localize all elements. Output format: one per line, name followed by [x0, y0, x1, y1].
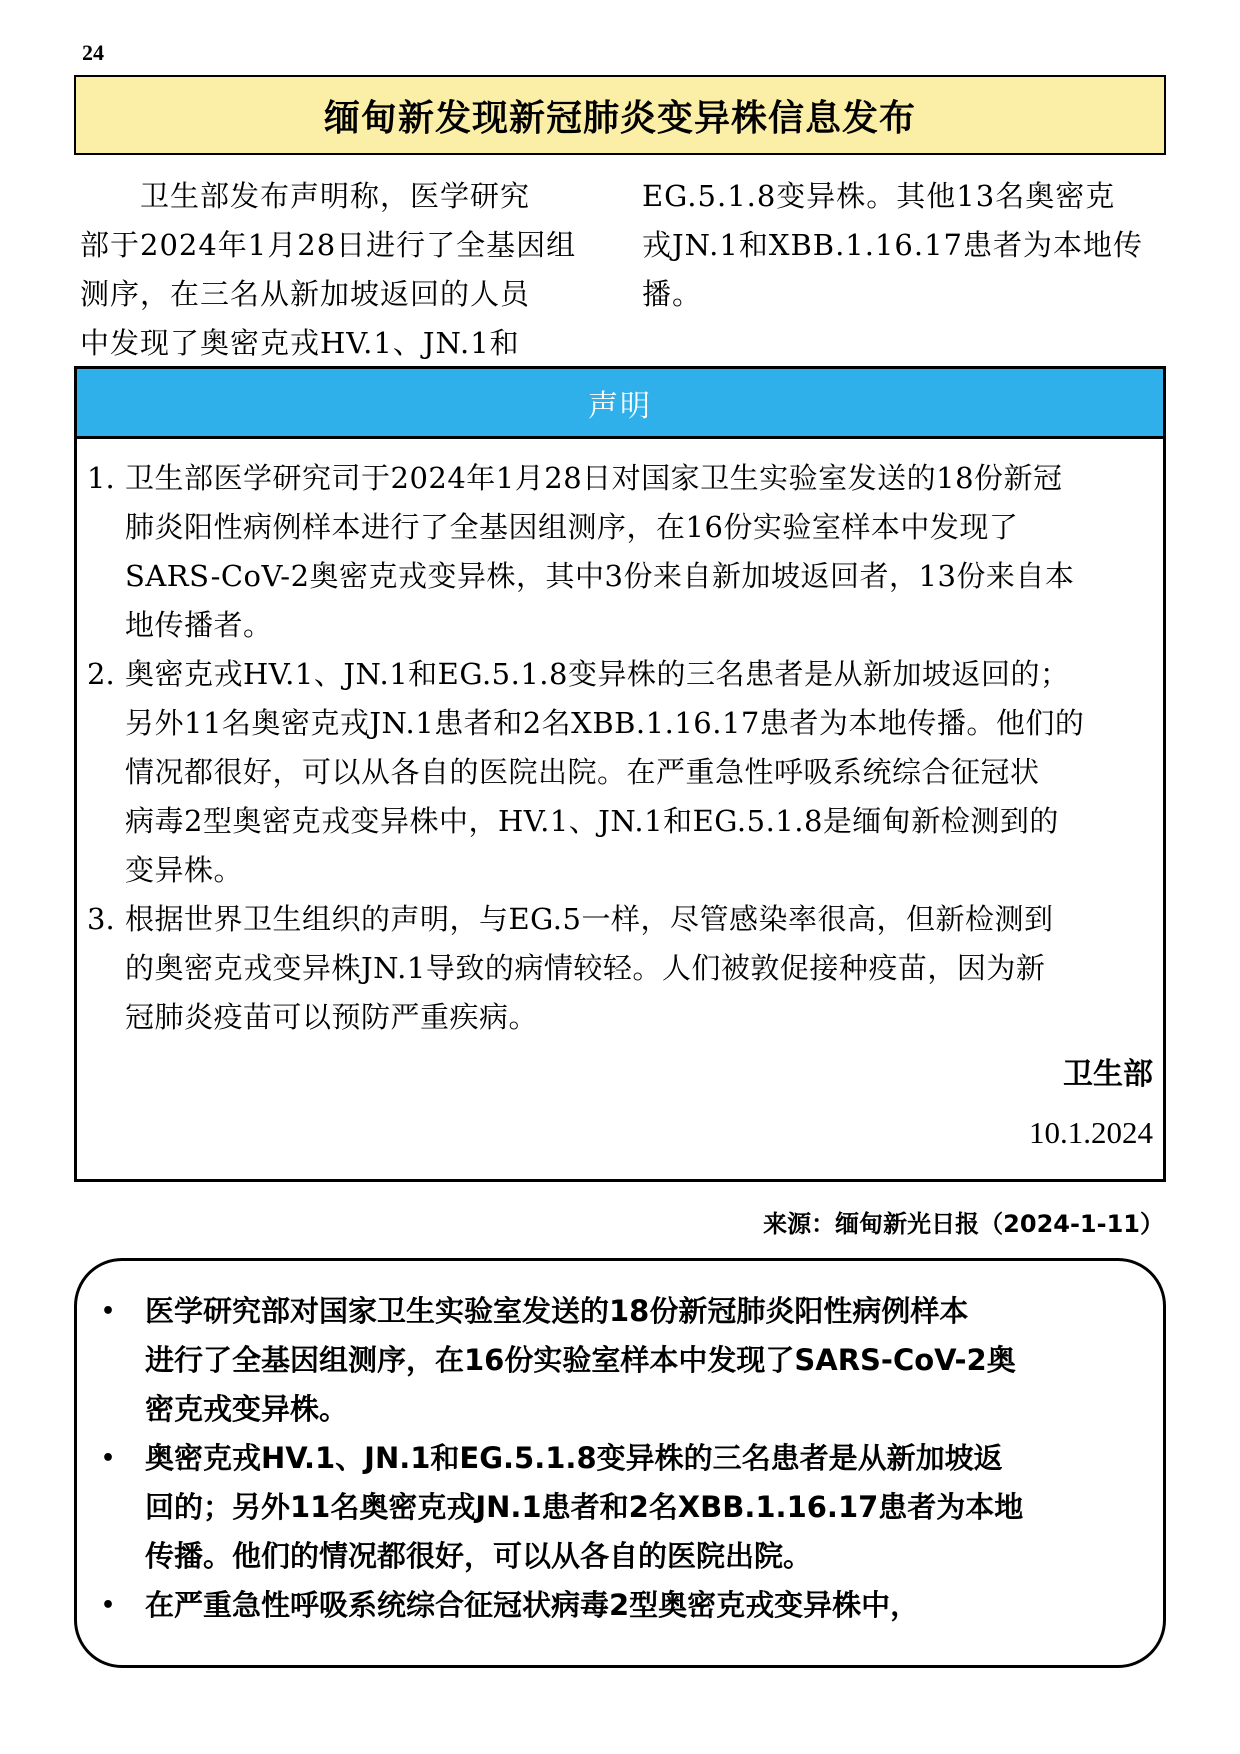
- page-title: 缅甸新发现新冠肺炎变异株信息发布: [323, 97, 916, 139]
- statement-item-3: [87, 895, 1155, 1042]
- summary-box: [74, 1258, 1166, 1668]
- summary-item-2: [97, 1434, 1143, 1581]
- summary-item-text: 医学研究部对国家卫生实验室发送的18份新冠肺炎阳性病例样本 进行了全基因组测序，在16份实验室样本中发现了SARS-CoV-2奥 密克戎变异株。: [145, 1294, 1016, 1426]
- statement-item-text: 奥密克戎HV.1、JN.1和EG.5.1.8变异株的三名患者是从新加坡返回的； 另外11名奥密克戎JN.1患者和2名XBB.1.16.17患者为本地传播。他们的 情况都很好，可以从各自的医院出院。在严重急性呼吸系统综合征冠状 病毒2型奥密克戎变异株中，HV.1、JN.1和EG.5.1.8是缅甸新检测到的 变异株。: [125, 657, 1085, 887]
- statement-item-number: 1.: [87, 461, 115, 495]
- statement-header: [77, 369, 1163, 439]
- statement-item-1: [87, 454, 1155, 650]
- statement-item-number: 2.: [87, 657, 115, 691]
- statement-item-text: 根据世界卫生组织的声明，与EG.5一样，尽管感染率很高，但新检测到 的奥密克戎变异株JN.1导致的病情较轻。人们被敦促接种疫苗，因为新 冠肺炎疫苗可以预防严重疾病。: [125, 902, 1054, 1034]
- statement-item-2: [87, 650, 1155, 895]
- statement-item-number: 3.: [87, 902, 115, 936]
- summary-item-text: 在严重急性呼吸系统综合征冠状病毒2型奥密克戎变异株中，: [145, 1588, 920, 1622]
- intro-right-column: EG.5.1.8变异株。其他13名奥密克 戎JN.1和XBB.1.16.17患者为本地传 播。: [642, 179, 1143, 311]
- signature-date: 10.1.2024: [1029, 1115, 1153, 1150]
- intro-paragraph: [80, 172, 1170, 362]
- source-citation: 来源：缅甸新光日报（2024-1-11）: [763, 1210, 1164, 1238]
- signature-organization: 卫生部: [1063, 1057, 1153, 1092]
- statement-signature: [1029, 1049, 1153, 1151]
- summary-item-1: [97, 1287, 1143, 1434]
- summary-item-text: 奥密克戎HV.1、JN.1和EG.5.1.8变异株的三名患者是从新加坡返 回的；另外11名奥密克戎JN.1患者和2名XBB.1.16.17患者为本地 传播。他们的情况都很好，可以从各自的医院出院。: [145, 1441, 1024, 1573]
- bullet-icon: •: [101, 1446, 116, 1471]
- bullet-icon: •: [101, 1299, 116, 1324]
- page-title-box: [74, 75, 1166, 155]
- summary-item-3: [97, 1581, 1143, 1630]
- statement-header-label: 声明: [588, 388, 652, 424]
- summary-list: [97, 1287, 1143, 1630]
- intro-left-column: 卫生部发布声明称，医学研究 部于2024年1月28日进行了全基因组 测序，在三名从新加坡返回的人员 中发现了奥密克戎HV.1、JN.1和: [80, 179, 577, 360]
- page-number: 24: [82, 40, 104, 65]
- statement-item-text: 卫生部医学研究司于2024年1月28日对国家卫生实验室发送的18份新冠 肺炎阳性病例样本进行了全基因组测序，在16份实验室样本中发现了 SARS-CoV-2奥密克戎变异株，其中3份来自新加坡返回者，13份来自本 地传播者。: [125, 461, 1075, 642]
- statement-items: [87, 454, 1155, 1042]
- bullet-icon: •: [101, 1593, 116, 1618]
- statement-box: [74, 366, 1166, 1182]
